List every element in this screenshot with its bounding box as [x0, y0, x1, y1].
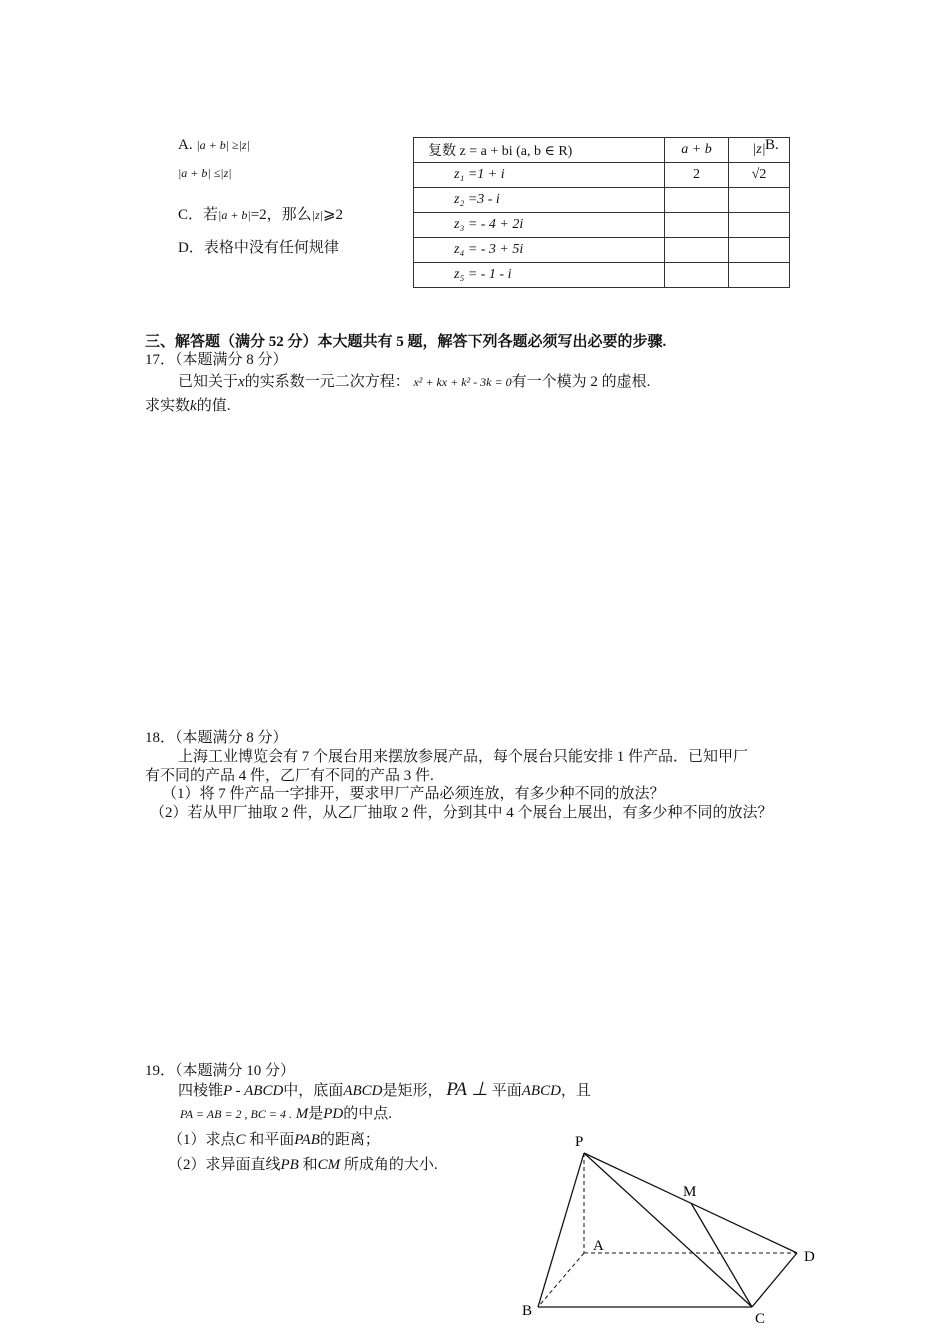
q18-part2: （2）若从甲厂抽取 2 件，从乙厂抽取 2 件，分到其中 4 个展台上展出，有多少种不同的放法？: [150, 805, 773, 821]
q18-part1: （1）将 7 件产品一字排开，要求甲厂产品必须连放，有多少种不同的放法？: [162, 786, 665, 802]
table-header-cell: 复数 z = a + bi (a, b ∈ R): [414, 138, 665, 163]
q19-text: （2）求异面直线: [168, 1157, 281, 1173]
q17-line2: [145, 394, 230, 415]
table-row: [414, 263, 790, 288]
option-a: [178, 137, 250, 154]
q19-given: PA = AB = 2 , BC = 4 .: [180, 1107, 292, 1121]
table-cell: [729, 238, 790, 263]
table-row: [414, 163, 790, 188]
option-c-formula-2: |z|: [311, 208, 323, 222]
label-b: B: [522, 1303, 533, 1319]
q17-text: 的实系数一元二次方程：: [244, 374, 410, 390]
option-c-text: C．若: [178, 207, 219, 223]
table-row: [414, 213, 790, 238]
q19-pyramid: P - ABCD: [223, 1083, 284, 1099]
q19-point-m: M: [295, 1106, 309, 1122]
q19-number: 19．（本题满分 10 分）: [145, 1063, 296, 1079]
q19-perp: PA ⊥: [446, 1079, 488, 1100]
label-c: C: [755, 1311, 766, 1327]
edge-pd: [584, 1153, 797, 1253]
q19-text: 是矩形，: [382, 1083, 443, 1099]
label-a: A: [593, 1238, 604, 1254]
label-m: M: [683, 1184, 697, 1200]
q18-line1: 上海工业博览会有 7 个展台用来摆放参展产品，每个展台只能安排 1 件产品．已知甲厂: [178, 749, 749, 765]
q18-number: 18．（本题满分 8 分）: [145, 730, 288, 746]
q19-segment-pd: PD: [323, 1106, 344, 1122]
q19-text: 和: [302, 1157, 318, 1173]
section-heading: 三、解答题（满分 52 分）本大题共有 5 题，解答下列各题必须写出必要的步骤.: [145, 334, 667, 350]
q19-point-c: C: [235, 1132, 246, 1148]
table-cell: [665, 188, 729, 213]
q19-plane: ABCD: [521, 1083, 561, 1099]
table-cell: [729, 213, 790, 238]
q19-plane-pab: PAB: [294, 1132, 320, 1148]
option-a-formula: |a + b| ≥|z|: [196, 138, 250, 152]
q19-text: 和平面: [249, 1132, 295, 1148]
table-cell: z₃ = - 4 + 2i: [414, 213, 665, 238]
q17-text: 求实数: [145, 398, 191, 414]
q19-text: 的距离；: [319, 1132, 380, 1148]
option-c: [178, 203, 343, 224]
table-row: [414, 188, 790, 213]
q17-var-x: x: [238, 374, 245, 390]
table-header-cell: a + b: [665, 138, 729, 163]
table-cell: z₁ =1 + i: [414, 163, 665, 188]
table-cell: [665, 238, 729, 263]
q19-text: 平面: [491, 1083, 522, 1099]
q19-part1: [168, 1128, 380, 1149]
table-cell: √2: [729, 163, 790, 188]
q19-segment-pb: PB: [280, 1157, 299, 1173]
table-cell: z₄ = - 3 + 5i: [414, 238, 665, 263]
edge-pb: [538, 1153, 584, 1307]
q19-text: 四棱锥: [178, 1083, 224, 1099]
q19-text: 的中点.: [343, 1106, 392, 1122]
table-cell: z₂ =3 - i: [414, 188, 665, 213]
q19-line1: [178, 1078, 591, 1101]
option-c-text-3: ⩾2: [322, 207, 344, 223]
edge-pc: [584, 1153, 752, 1307]
q17-number: 17．（本题满分 8 分）: [145, 352, 288, 368]
option-b-formula: |a + b| ≤|z|: [178, 166, 232, 180]
option-a-label: A.: [178, 137, 193, 153]
table-header-row: [414, 138, 790, 163]
q19-segment-cm: CM: [317, 1157, 341, 1173]
q18-line2: 有不同的产品 4 件，乙厂有不同的产品 3 件.: [145, 768, 434, 784]
option-c-formula: |a + b|: [218, 208, 251, 222]
q19-part2: [168, 1153, 438, 1174]
complex-table: [413, 137, 790, 288]
table-header-cell: |z|: [729, 138, 790, 163]
table-row: [414, 238, 790, 263]
q17-var-k: k: [190, 398, 197, 414]
option-c-text-2: =2，那么: [250, 207, 312, 223]
option-b-label: B.: [765, 137, 779, 153]
edge-cd: [752, 1253, 797, 1307]
table-cell: z₅ = - 1 - i: [414, 263, 665, 288]
table-cell: [729, 188, 790, 213]
table-cell: [665, 263, 729, 288]
q19-text: ，且: [560, 1083, 591, 1099]
q19-line2: [180, 1102, 392, 1123]
label-d: D: [804, 1249, 815, 1265]
q17-text: 已知关于: [178, 374, 239, 390]
q19-base: ABCD: [343, 1083, 383, 1099]
q19-text: 中，底面: [283, 1083, 344, 1099]
q17-text: 的值.: [196, 398, 231, 414]
edge-mc: [691, 1203, 752, 1307]
q17-line1: [178, 370, 650, 391]
q17-text: 有一个模为 2 的虚根.: [511, 374, 651, 390]
q17-equation: x² + kx + k² - 3k = 0: [413, 375, 512, 389]
q19-text: 所成角的大小.: [343, 1157, 438, 1173]
q19-text: 是: [308, 1106, 324, 1122]
table-cell: [729, 263, 790, 288]
edge-ab: [538, 1253, 584, 1307]
option-d: D．表格中没有任何规律: [178, 240, 339, 256]
label-p: P: [575, 1134, 584, 1150]
table-cell: 2: [665, 163, 729, 188]
table-cell: [665, 213, 729, 238]
q19-text: （1）求点: [168, 1132, 236, 1148]
